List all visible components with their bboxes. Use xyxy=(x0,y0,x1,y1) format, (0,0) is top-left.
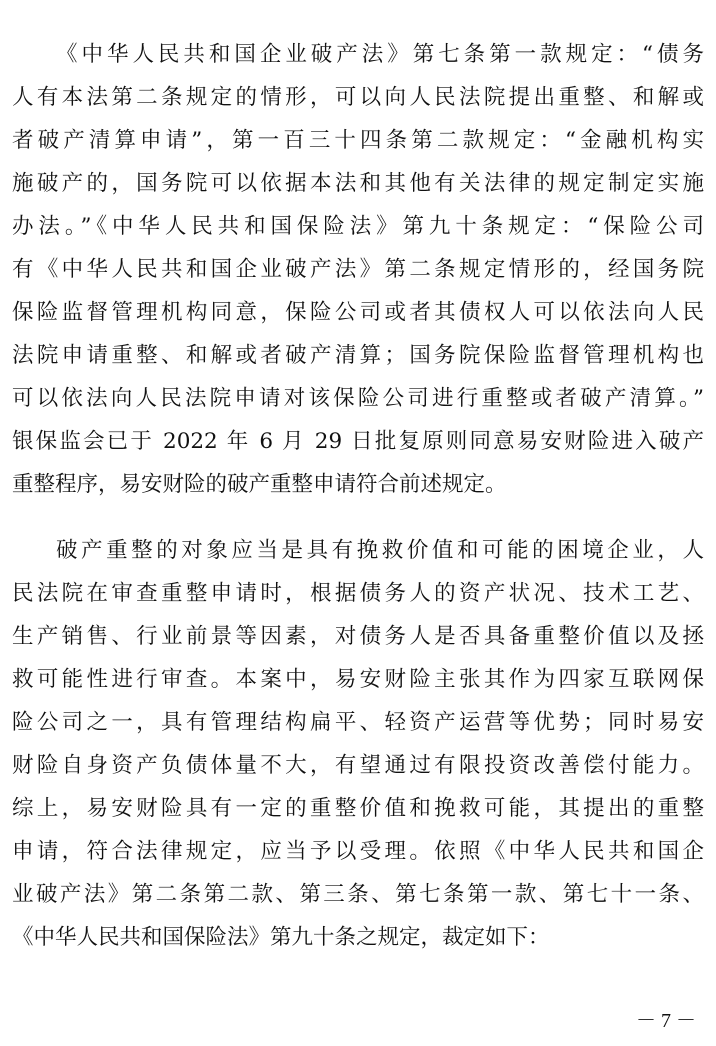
text-line: 者破产清算申请”，第一百三十四条第二款规定：“金融机构实 xyxy=(12,128,704,153)
text-line: 银保监会已于 2022 年 6 月 29 日批复原则同意易安财险进入破产 xyxy=(12,429,704,454)
text-line: 法院申请重整、和解或者破产清算；国务院保险监督管理机构也 xyxy=(12,343,704,368)
text-line: 申请，符合法律规定，应当予以受理。依照《中华人民共和国企 xyxy=(12,839,704,864)
text-line: 办法。”《中华人民共和国保险法》第九十条规定：“保险公司 xyxy=(12,214,704,239)
text-line: 财险自身资产负债体量不大，有望通过有限投资改善偿付能力。 xyxy=(12,753,704,778)
text-line: 综上，易安财险具有一定的重整价值和挽救可能，其提出的重整 xyxy=(12,796,704,821)
text-line: 民法院在审查重整申请时，根据债务人的资产状况、技术工艺、 xyxy=(12,581,704,606)
text-line: 重整程序，易安财险的破产重整申请符合前述规定。 xyxy=(12,472,507,497)
text-line: 生产销售、行业前景等因素，对债务人是否具备重整价值以及拯 xyxy=(12,624,704,649)
page-number: － 7 － xyxy=(636,1010,696,1032)
text-line: 施破产的，国务院可以依据本法和其他有关法律的规定制定实施 xyxy=(12,171,704,196)
text-line: 可以依法向人民法院申请对该保险公司进行重整或者破产清算。” xyxy=(12,386,704,411)
text-line: 破产重整的对象应当是具有挽救价值和可能的困境企业，人 xyxy=(56,538,704,563)
text-line: 救可能性进行审查。本案中，易安财险主张其作为四家互联网保 xyxy=(12,667,704,692)
text-line: 险公司之一，具有管理结构扁平、轻资产运营等优势；同时易安 xyxy=(12,710,704,735)
text-line: 业破产法》第二条第二款、第三条、第七条第一款、第七十一条、 xyxy=(12,882,704,907)
text-line: 《中华人民共和国保险法》第九十条之规定，裁定如下： xyxy=(12,925,550,950)
text-line: 《中华人民共和国企业破产法》第七条第一款规定：“债务 xyxy=(56,42,704,67)
text-line: 保险监督管理机构同意，保险公司或者其债权人可以依法向人民 xyxy=(12,300,704,325)
text-line: 有《中华人民共和国企业破产法》第二条规定情形的，经国务院 xyxy=(12,257,704,282)
text-line: 人有本法第二条规定的情形，可以向人民法院提出重整、和解或 xyxy=(12,85,704,110)
